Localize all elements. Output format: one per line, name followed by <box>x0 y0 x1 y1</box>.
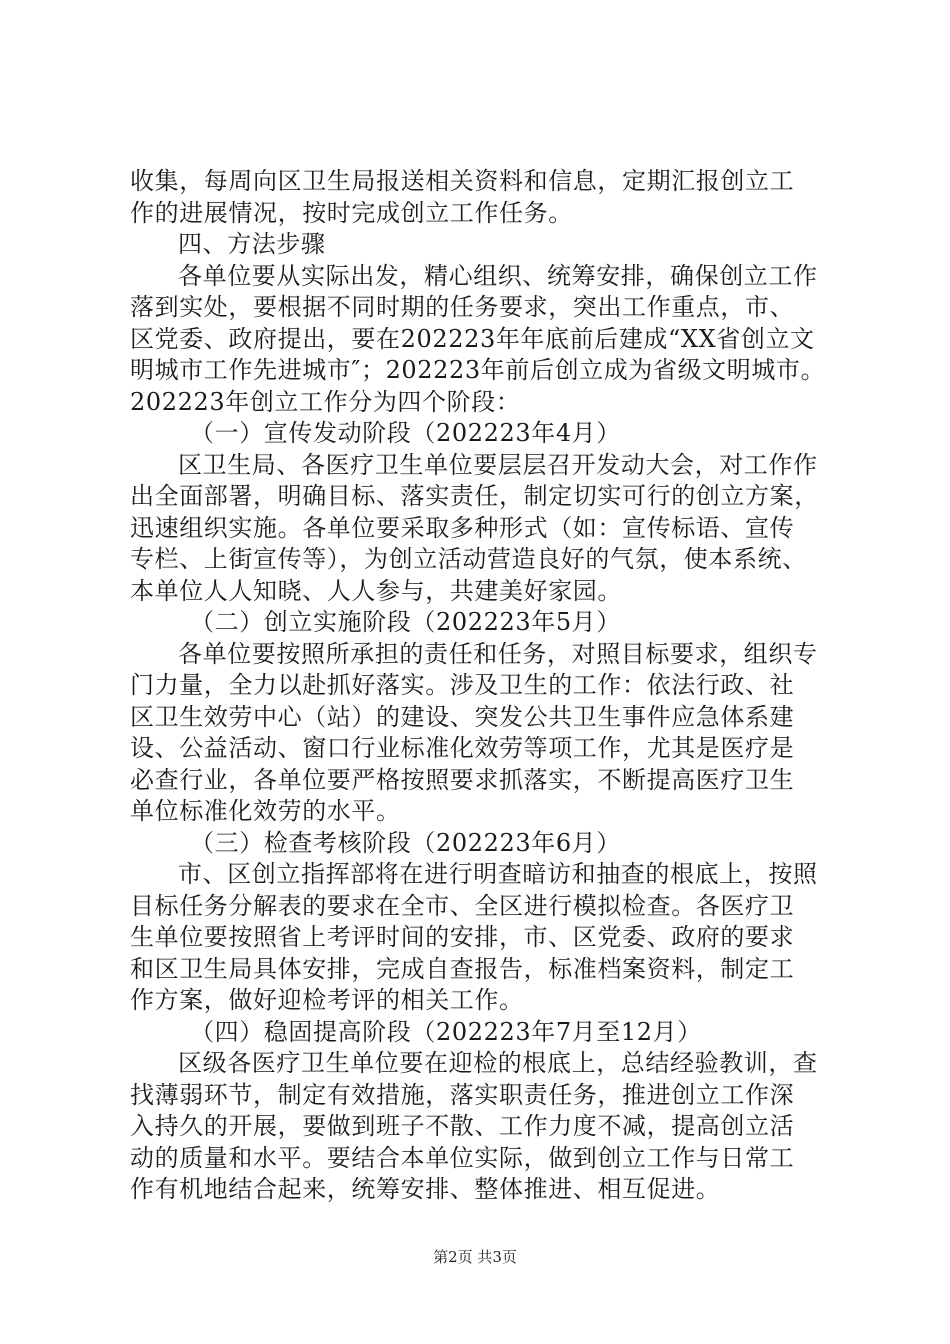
text-line: 作有机地结合起来，统筹安排、整体推进、相互促进。 <box>130 1175 721 1203</box>
text-line: 专栏、上街宣传等），为创立活动营造良好的气氛，使本系统、 <box>130 545 807 573</box>
text-line: 区级各医疗卫生单位要在迎检的根底上，总结经验教训，查 <box>178 1049 818 1077</box>
text-line: 市、区创立指挥部将在进行明查暗访和抽查的根底上，按照 <box>178 860 818 888</box>
text-line: 区卫生效劳中心（站）的建设、突发公共卫生事件应急体系建 <box>130 702 795 731</box>
document-body <box>130 166 835 1206</box>
text-line: 必查行业，各单位要严格按照要求抓落实，不断提高医疗卫生 <box>130 765 795 794</box>
page-number: 第2页 共3页 <box>433 1248 517 1266</box>
text-line: （三）检查考核阶段（202223年6月） <box>190 828 621 857</box>
text-line: 明城市工作先进城市″；202223年前后创立成为省级文明城市。 <box>130 356 826 384</box>
text-line: （四）稳固提高阶段（202223年7月至12月） <box>190 1017 702 1046</box>
text-line: （二）创立实施阶段（202223年5月） <box>190 608 621 636</box>
text-line: 出全面部署，明确目标、落实责任，制定切实可行的创立方案， <box>130 482 819 510</box>
text-line: 收集，每周向区卫生局报送相关资料和信息，定期汇报创立工 <box>130 167 795 195</box>
text-line: 设、公益活动、窗口行业标准化效劳等项工作，尤其是医疗是 <box>130 734 795 762</box>
text-line: 各单位要按照所承担的责任和任务，对照目标要求，组织专 <box>178 639 818 668</box>
text-line: 门力量，全力以赴抓好落实。涉及卫生的工作：依法行政、社 <box>130 671 795 699</box>
text-line: 区党委、政府提出，要在202223年年底前后建成“XX省创立文 <box>130 324 815 353</box>
page-footer <box>0 1246 950 1267</box>
text-line: 动的质量和水平。要结合本单位实际，做到创立工作与日常工 <box>130 1143 795 1172</box>
text-line: 目标任务分解表的要求在全市、全区进行模拟检查。各医疗卫 <box>130 891 795 920</box>
text-line: 单位标准化效劳的水平。 <box>130 797 401 825</box>
text-line: 作方案，做好迎检考评的相关工作。 <box>130 986 524 1014</box>
text-line: 202223年创立工作分为四个阶段： <box>130 387 521 416</box>
text-line: 落到实处，要根据不同时期的任务要求，突出工作重点，市、 <box>130 293 795 321</box>
text-line: 四、方法步骤 <box>178 230 326 258</box>
text-line: 迅速组织实施。各单位要采取多种形式（如：宣传标语、宣传 <box>130 513 795 542</box>
text-line: 生单位要按照省上考评时间的安排，市、区党委、政府的要求 <box>130 923 795 951</box>
text-line: 找薄弱环节，制定有效措施，落实职责任务，推进创立工作深 <box>130 1080 795 1109</box>
text-line: 本单位人人知晓、人人参与，共建美好家园。 <box>130 576 622 605</box>
text-line: 和区卫生局具体安排，完成自查报告，标准档案资料，制定工 <box>130 954 795 983</box>
text-line: （一）宣传发动阶段（202223年4月） <box>190 419 621 447</box>
text-line: 区卫生局、各医疗卫生单位要层层召开发动大会，对工作作 <box>178 450 818 479</box>
text-line: 作的进展情况，按时完成创立工作任务。 <box>130 198 573 227</box>
text-line: 各单位要从实际出发，精心组织、统筹安排，确保创立工作 <box>178 261 818 290</box>
text-line: 入持久的开展，要做到班子不散、工作力度不减，提高创立活 <box>130 1112 795 1140</box>
